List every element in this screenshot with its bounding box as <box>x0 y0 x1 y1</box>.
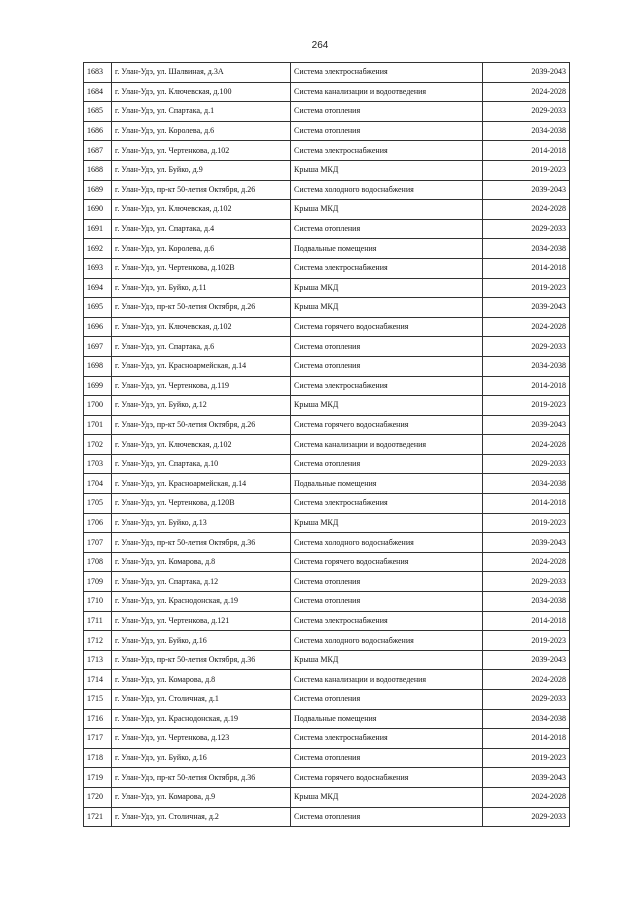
table-row <box>84 160 570 180</box>
row-number-cell: 1683 <box>84 63 112 83</box>
system-cell: Система отопления <box>291 572 483 592</box>
page-number: 264 <box>311 40 329 51</box>
period-cell: 2014-2018 <box>483 258 570 278</box>
address-cell: г. Улан-Удэ, ул. Чертенкова, д.123 <box>112 729 291 749</box>
period-cell: 2024-2028 <box>483 435 570 455</box>
system-cell: Система канализации и водоотведения <box>291 670 483 690</box>
system-cell: Система электроснабжения <box>291 729 483 749</box>
system-cell: Система отопления <box>291 454 483 474</box>
table-row <box>84 454 570 474</box>
period-cell: 2039-2043 <box>483 533 570 553</box>
system-cell: Система отопления <box>291 121 483 141</box>
table-row <box>84 239 570 259</box>
period-cell: 2014-2018 <box>483 376 570 396</box>
row-number-cell: 1709 <box>84 572 112 592</box>
address-cell: г. Улан-Удэ, ул. Столичная, д.2 <box>112 807 291 827</box>
row-number-cell: 1703 <box>84 454 112 474</box>
system-cell: Система электроснабжения <box>291 611 483 631</box>
address-cell: г. Улан-Удэ, ул. Чертенкова, д.119 <box>112 376 291 396</box>
address-cell: г. Улан-Удэ, ул. Спартака, д.1 <box>112 102 291 122</box>
row-number-cell: 1707 <box>84 533 112 553</box>
address-cell: г. Улан-Удэ, ул. Спартака, д.4 <box>112 219 291 239</box>
system-cell: Система горячего водоснабжения <box>291 552 483 572</box>
row-number-cell: 1700 <box>84 396 112 416</box>
address-cell: г. Улан-Удэ, ул. Столичная, д.1 <box>112 690 291 710</box>
address-cell: г. Улан-Удэ, ул. Чертенкова, д.120В <box>112 494 291 514</box>
period-cell: 2024-2028 <box>483 82 570 102</box>
address-cell: г. Улан-Удэ, ул. Королева, д.6 <box>112 121 291 141</box>
row-number-cell: 1696 <box>84 317 112 337</box>
row-number-cell: 1717 <box>84 729 112 749</box>
period-cell: 2024-2028 <box>483 317 570 337</box>
period-cell: 2039-2043 <box>483 650 570 670</box>
period-cell: 2034-2038 <box>483 121 570 141</box>
row-number-cell: 1704 <box>84 474 112 494</box>
table-row <box>84 278 570 298</box>
address-cell: г. Улан-Удэ, ул. Комарова, д.8 <box>112 670 291 690</box>
period-cell: 2029-2033 <box>483 454 570 474</box>
period-cell: 2029-2033 <box>483 572 570 592</box>
address-cell: г. Улан-Удэ, ул. Комарова, д.8 <box>112 552 291 572</box>
table-row <box>84 474 570 494</box>
system-cell: Система отопления <box>291 690 483 710</box>
system-cell: Крыша МКД <box>291 396 483 416</box>
period-cell: 2029-2033 <box>483 102 570 122</box>
table-row <box>84 494 570 514</box>
period-cell: 2034-2038 <box>483 356 570 376</box>
address-cell: г. Улан-Удэ, ул. Королева, д.6 <box>112 239 291 259</box>
address-cell: г. Улан-Удэ, ул. Ключевская, д.102 <box>112 317 291 337</box>
row-number-cell: 1711 <box>84 611 112 631</box>
registry-table-body <box>84 63 570 827</box>
address-cell: г. Улан-Удэ, ул. Буйко, д.12 <box>112 396 291 416</box>
address-cell: г. Улан-Удэ, ул. Краснодонская, д.19 <box>112 709 291 729</box>
address-cell: г. Улан-Удэ, ул. Ключевская, д.102 <box>112 200 291 220</box>
table-row <box>84 141 570 161</box>
row-number-cell: 1690 <box>84 200 112 220</box>
period-cell: 2024-2028 <box>483 787 570 807</box>
system-cell: Система холодного водоснабжения <box>291 533 483 553</box>
address-cell: г. Улан-Удэ, ул. Чертенкова, д.102В <box>112 258 291 278</box>
table-row <box>84 219 570 239</box>
system-cell: Система электроснабжения <box>291 376 483 396</box>
row-number-cell: 1695 <box>84 298 112 318</box>
table-row <box>84 748 570 768</box>
period-cell: 2024-2028 <box>483 552 570 572</box>
address-cell: г. Улан-Удэ, пр-кт 50-летия Октября, д.26 <box>112 415 291 435</box>
system-cell: Крыша МКД <box>291 278 483 298</box>
address-cell: г. Улан-Удэ, пр-кт 50-летия Октября, д.26 <box>112 180 291 200</box>
table-row <box>84 611 570 631</box>
address-cell: г. Улан-Удэ, ул. Красноармейская, д.14 <box>112 356 291 376</box>
period-cell: 2014-2018 <box>483 141 570 161</box>
period-cell: 2014-2018 <box>483 729 570 749</box>
row-number-cell: 1705 <box>84 494 112 514</box>
row-number-cell: 1719 <box>84 768 112 788</box>
system-cell: Крыша МКД <box>291 650 483 670</box>
table-row <box>84 376 570 396</box>
row-number-cell: 1708 <box>84 552 112 572</box>
table-row <box>84 180 570 200</box>
system-cell: Крыша МКД <box>291 787 483 807</box>
table-row <box>84 356 570 376</box>
row-number-cell: 1688 <box>84 160 112 180</box>
system-cell: Подвальные помещения <box>291 474 483 494</box>
table-row <box>84 670 570 690</box>
system-cell: Система канализации и водоотведения <box>291 82 483 102</box>
address-cell: г. Улан-Удэ, пр-кт 50-летия Октября, д.36 <box>112 533 291 553</box>
address-cell: г. Улан-Удэ, ул. Буйко, д.16 <box>112 631 291 651</box>
system-cell: Крыша МКД <box>291 200 483 220</box>
table-row <box>84 82 570 102</box>
period-cell: 2019-2023 <box>483 631 570 651</box>
period-cell: 2014-2018 <box>483 611 570 631</box>
system-cell: Система горячего водоснабжения <box>291 317 483 337</box>
address-cell: г. Улан-Удэ, ул. Чертенкова, д.121 <box>112 611 291 631</box>
table-row <box>84 396 570 416</box>
system-cell: Система электроснабжения <box>291 141 483 161</box>
system-cell: Система отопления <box>291 592 483 612</box>
table-row <box>84 200 570 220</box>
table-row <box>84 592 570 612</box>
address-cell: г. Улан-Удэ, ул. Спартака, д.10 <box>112 454 291 474</box>
system-cell: Система электроснабжения <box>291 63 483 83</box>
period-cell: 2029-2033 <box>483 337 570 357</box>
system-cell: Крыша МКД <box>291 160 483 180</box>
system-cell: Система холодного водоснабжения <box>291 631 483 651</box>
system-cell: Система горячего водоснабжения <box>291 415 483 435</box>
system-cell: Система отопления <box>291 807 483 827</box>
table-row <box>84 415 570 435</box>
table-row <box>84 533 570 553</box>
row-number-cell: 1720 <box>84 787 112 807</box>
system-cell: Система горячего водоснабжения <box>291 768 483 788</box>
address-cell: г. Улан-Удэ, ул. Комарова, д.9 <box>112 787 291 807</box>
system-cell: Система электроснабжения <box>291 258 483 278</box>
table-row <box>84 317 570 337</box>
system-cell: Крыша МКД <box>291 513 483 533</box>
row-number-cell: 1691 <box>84 219 112 239</box>
row-number-cell: 1716 <box>84 709 112 729</box>
period-cell: 2029-2033 <box>483 807 570 827</box>
table-row <box>84 650 570 670</box>
system-cell: Система отопления <box>291 219 483 239</box>
row-number-cell: 1706 <box>84 513 112 533</box>
period-cell: 2019-2023 <box>483 513 570 533</box>
table-row <box>84 807 570 827</box>
period-cell: 2014-2018 <box>483 494 570 514</box>
address-cell: г. Улан-Удэ, ул. Ключевская, д.100 <box>112 82 291 102</box>
address-cell: г. Улан-Удэ, ул. Буйко, д.16 <box>112 748 291 768</box>
row-number-cell: 1712 <box>84 631 112 651</box>
address-cell: г. Улан-Удэ, ул. Буйко, д.11 <box>112 278 291 298</box>
system-cell: Система электроснабжения <box>291 494 483 514</box>
period-cell: 2034-2038 <box>483 474 570 494</box>
table-row <box>84 690 570 710</box>
period-cell: 2034-2038 <box>483 239 570 259</box>
table-row <box>84 729 570 749</box>
system-cell: Подвальные помещения <box>291 709 483 729</box>
table-row <box>84 435 570 455</box>
row-number-cell: 1687 <box>84 141 112 161</box>
address-cell: г. Улан-Удэ, ул. Шалвиная, д.3А <box>112 63 291 83</box>
row-number-cell: 1699 <box>84 376 112 396</box>
system-cell: Система канализации и водоотведения <box>291 435 483 455</box>
system-cell: Система отопления <box>291 337 483 357</box>
period-cell: 2039-2043 <box>483 768 570 788</box>
period-cell: 2019-2023 <box>483 278 570 298</box>
period-cell: 2034-2038 <box>483 709 570 729</box>
row-number-cell: 1701 <box>84 415 112 435</box>
period-cell: 2024-2028 <box>483 200 570 220</box>
period-cell: 2034-2038 <box>483 592 570 612</box>
period-cell: 2039-2043 <box>483 415 570 435</box>
table-row <box>84 121 570 141</box>
table-row <box>84 572 570 592</box>
table-row <box>84 258 570 278</box>
address-cell: г. Улан-Удэ, ул. Краснодонская, д.19 <box>112 592 291 612</box>
address-cell: г. Улан-Удэ, ул. Чертенкова, д.102 <box>112 141 291 161</box>
system-cell: Система холодного водоснабжения <box>291 180 483 200</box>
period-cell: 2024-2028 <box>483 670 570 690</box>
address-cell: г. Улан-Удэ, пр-кт 50-летия Октября, д.26 <box>112 298 291 318</box>
period-cell: 2029-2033 <box>483 219 570 239</box>
address-cell: г. Улан-Удэ, ул. Буйко, д.9 <box>112 160 291 180</box>
table-row <box>84 337 570 357</box>
row-number-cell: 1685 <box>84 102 112 122</box>
row-number-cell: 1713 <box>84 650 112 670</box>
row-number-cell: 1710 <box>84 592 112 612</box>
address-cell: г. Улан-Удэ, ул. Красноармейская, д.14 <box>112 474 291 494</box>
table-row <box>84 102 570 122</box>
registry-table <box>83 62 570 827</box>
period-cell: 2019-2023 <box>483 748 570 768</box>
address-cell: г. Улан-Удэ, пр-кт 50-летия Октября, д.36 <box>112 650 291 670</box>
row-number-cell: 1692 <box>84 239 112 259</box>
system-cell: Крыша МКД <box>291 298 483 318</box>
address-cell: г. Улан-Удэ, ул. Ключевская, д.102 <box>112 435 291 455</box>
period-cell: 2019-2023 <box>483 160 570 180</box>
address-cell: г. Улан-Удэ, ул. Спартака, д.12 <box>112 572 291 592</box>
table-row <box>84 709 570 729</box>
row-number-cell: 1698 <box>84 356 112 376</box>
system-cell: Система отопления <box>291 356 483 376</box>
row-number-cell: 1684 <box>84 82 112 102</box>
row-number-cell: 1694 <box>84 278 112 298</box>
address-cell: г. Улан-Удэ, ул. Спартака, д.6 <box>112 337 291 357</box>
period-cell: 2039-2043 <box>483 298 570 318</box>
system-cell: Система отопления <box>291 102 483 122</box>
period-cell: 2029-2033 <box>483 690 570 710</box>
row-number-cell: 1714 <box>84 670 112 690</box>
table-row <box>84 63 570 83</box>
table-row <box>84 768 570 788</box>
system-cell: Подвальные помещения <box>291 239 483 259</box>
table-row <box>84 552 570 572</box>
table-row <box>84 513 570 533</box>
row-number-cell: 1702 <box>84 435 112 455</box>
row-number-cell: 1718 <box>84 748 112 768</box>
row-number-cell: 1689 <box>84 180 112 200</box>
period-cell: 2019-2023 <box>483 396 570 416</box>
row-number-cell: 1686 <box>84 121 112 141</box>
table-row <box>84 631 570 651</box>
address-cell: г. Улан-Удэ, ул. Буйко, д.13 <box>112 513 291 533</box>
row-number-cell: 1721 <box>84 807 112 827</box>
address-cell: г. Улан-Удэ, пр-кт 50-летия Октября, д.36 <box>112 768 291 788</box>
period-cell: 2039-2043 <box>483 63 570 83</box>
row-number-cell: 1715 <box>84 690 112 710</box>
row-number-cell: 1693 <box>84 258 112 278</box>
table-row <box>84 298 570 318</box>
system-cell: Система отопления <box>291 748 483 768</box>
period-cell: 2039-2043 <box>483 180 570 200</box>
row-number-cell: 1697 <box>84 337 112 357</box>
table-row <box>84 787 570 807</box>
